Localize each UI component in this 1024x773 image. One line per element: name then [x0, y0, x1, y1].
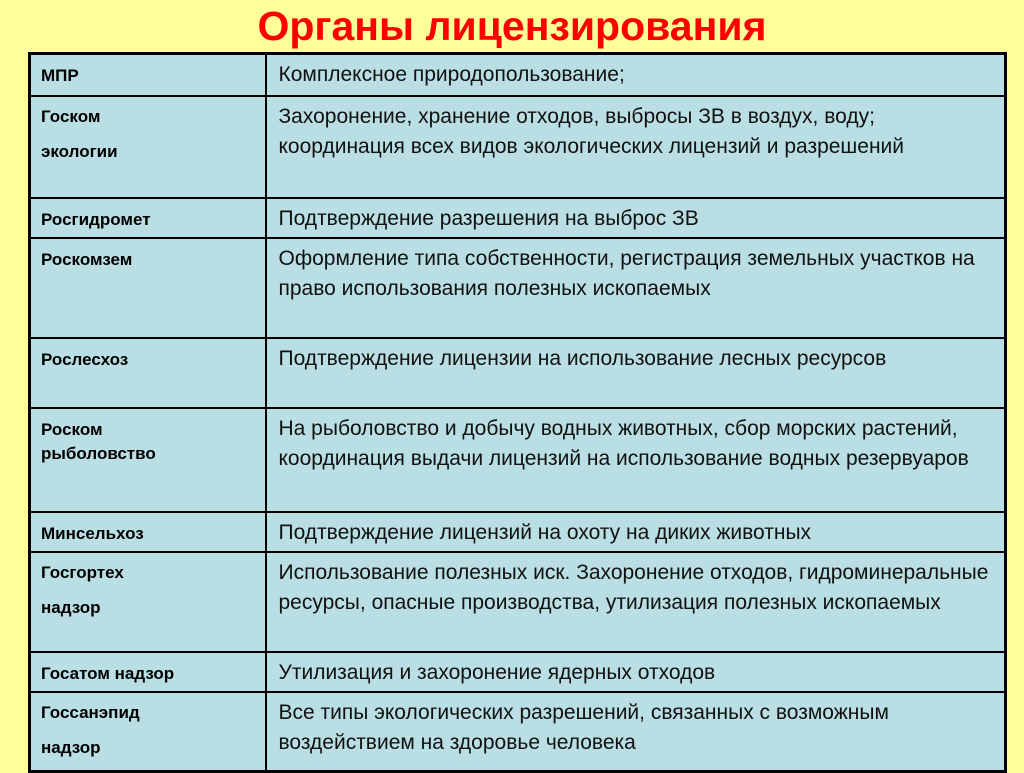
org-name: Госсанэпид [41, 702, 140, 722]
org-name: рыболовство [41, 443, 156, 463]
desc-cell: Подтверждение лицензии на использование лесных ресурсов [266, 338, 1006, 408]
org-name: Госком [41, 106, 101, 126]
org-cell [30, 512, 266, 552]
org-name: Рослесхоз [41, 349, 129, 369]
table-row [30, 238, 1006, 338]
org-name: Росгидромет [41, 209, 151, 229]
org-cell [30, 338, 266, 408]
table-row [30, 408, 1006, 512]
desc-cell: Все типы экологических разрешений, связанных с возможным воздействием на здоровье человека [266, 692, 1006, 772]
org-name: Роскомзем [41, 249, 133, 269]
org-name: надзор [41, 737, 101, 757]
org-cell [30, 96, 266, 198]
org-cell [30, 552, 266, 652]
org-name: Минсельхоз [41, 523, 144, 543]
table-row [30, 96, 1006, 198]
desc-cell: Комплексное природопользование; [266, 54, 1006, 96]
desc-cell: Захоронение, хранение отходов, выбросы ЗВ в воздух, воду; координация всех видов экологических лицензий и разрешений [266, 96, 1006, 198]
org-cell [30, 54, 266, 96]
org-name: МПР [41, 66, 79, 85]
desc-cell: На рыболовство и добычу водных животных, сбор морских растений, координация выдачи лицензий на использование водных резервуаров [266, 408, 1006, 512]
desc-cell: Утилизация и захоронение ядерных отходов [266, 652, 1006, 692]
page-title: Органы лицензирования [257, 3, 767, 49]
org-name: экологии [41, 141, 118, 161]
table-row [30, 198, 1006, 238]
table-row [30, 652, 1006, 692]
org-name: Госгортех [41, 562, 124, 582]
table-row [30, 54, 1006, 96]
licensing-table [28, 52, 1007, 773]
table-row [30, 512, 1006, 552]
org-name: Роском [41, 419, 103, 439]
desc-cell: Использование полезных иск. Захоронение отходов, гидроминеральные ресурсы, опасные производства, утилизация полезных ископаемых [266, 552, 1006, 652]
org-cell [30, 692, 266, 772]
org-name: надзор [41, 597, 101, 617]
org-cell [30, 408, 266, 512]
org-cell [30, 238, 266, 338]
desc-cell: Оформление типа собственности, регистрация земельных участков на право использования полезных ископаемых [266, 238, 1006, 338]
desc-cell: Подтверждение разрешения на выброс ЗВ [266, 198, 1006, 238]
org-cell [30, 198, 266, 238]
table-row [30, 338, 1006, 408]
table-row [30, 692, 1006, 772]
table-row [30, 552, 1006, 652]
desc-cell: Подтверждение лицензий на охоту на диких животных [266, 512, 1006, 552]
org-cell [30, 652, 266, 692]
org-name: Госатом надзор [41, 663, 175, 683]
